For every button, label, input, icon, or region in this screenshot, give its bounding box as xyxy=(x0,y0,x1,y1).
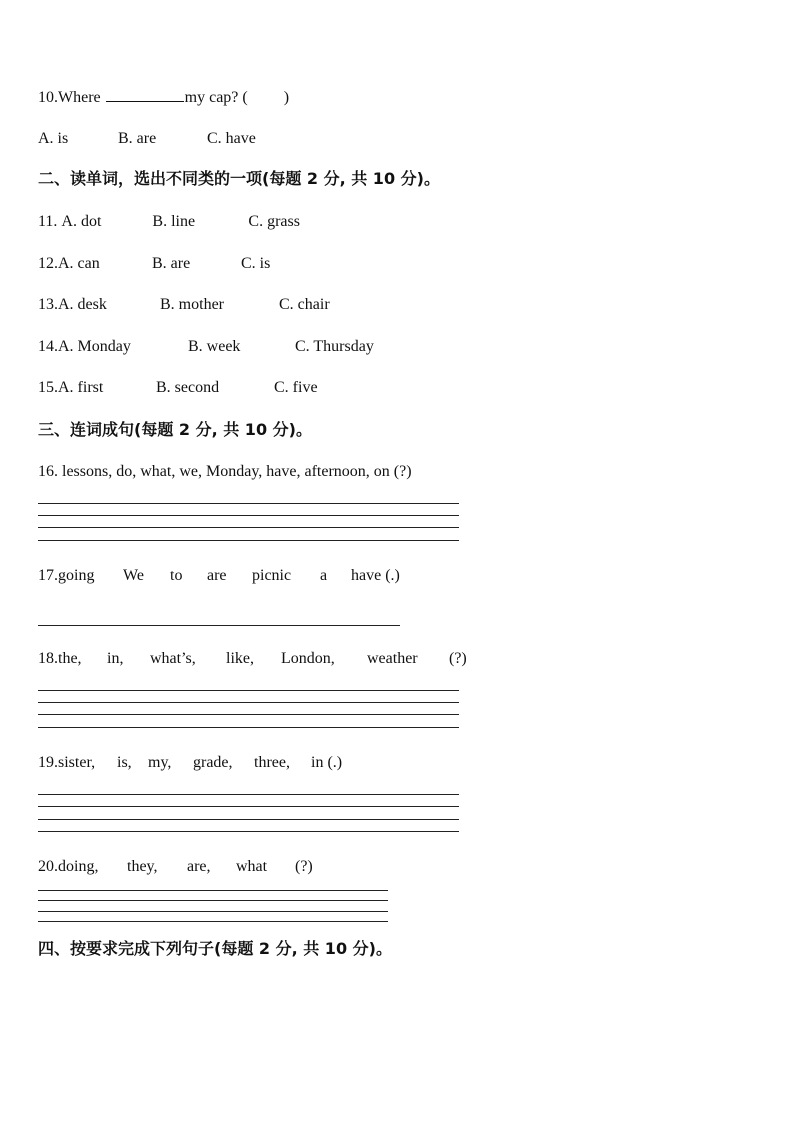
q19-word: grade, xyxy=(193,754,233,771)
q18-word: weather xyxy=(367,650,418,667)
q10-prefix: Where xyxy=(58,89,101,106)
q14-option-c[interactable]: C. Thursday xyxy=(295,338,374,355)
q18-word: (?) xyxy=(449,650,467,667)
answer-line[interactable] xyxy=(38,527,459,528)
q19-word: my, xyxy=(148,754,172,771)
answer-line[interactable] xyxy=(38,921,388,922)
q18-word: like, xyxy=(226,650,254,667)
q10-option-a[interactable]: A. is xyxy=(38,130,69,147)
question-12 xyxy=(38,254,270,274)
q18-number: 18. xyxy=(38,650,58,667)
q11-option-a[interactable]: A. dot xyxy=(61,213,102,230)
q12-option-c[interactable]: C. is xyxy=(241,255,271,272)
q17-number: 17. xyxy=(38,567,58,584)
q17-word: We xyxy=(123,567,144,584)
answer-line[interactable] xyxy=(38,911,388,912)
q17-word: picnic xyxy=(252,567,292,584)
answer-line[interactable] xyxy=(38,625,400,626)
q11-option-b[interactable]: B. line xyxy=(152,213,196,230)
question-17 xyxy=(38,566,400,586)
answer-line[interactable] xyxy=(38,702,459,703)
q18-word: what’s, xyxy=(150,650,196,667)
answer-line[interactable] xyxy=(38,515,459,516)
section-3-heading: 三、连词成句(每题 2 分, 共 10 分)。 xyxy=(38,420,312,439)
q13-option-a[interactable]: A. desk xyxy=(58,296,107,313)
q14-number: 14. xyxy=(38,338,58,355)
q12-option-a[interactable]: A. can xyxy=(58,255,100,272)
q14-option-b[interactable]: B. week xyxy=(188,338,241,355)
q17-word: have (.) xyxy=(351,567,400,584)
q17-word: are xyxy=(207,567,227,584)
q18-word: in, xyxy=(107,650,124,667)
q20-word: what xyxy=(236,858,268,875)
q15-option-b[interactable]: B. second xyxy=(156,379,220,396)
q20-word: are, xyxy=(187,858,211,875)
question-19 xyxy=(38,753,342,773)
q20-word: they, xyxy=(127,858,158,875)
answer-line[interactable] xyxy=(38,503,459,504)
answer-line[interactable] xyxy=(38,540,459,541)
q14-option-a[interactable]: A. Monday xyxy=(58,338,131,355)
answer-line[interactable] xyxy=(38,794,459,795)
q10-number: 10. xyxy=(38,89,58,106)
q10-option-c[interactable]: C. have xyxy=(207,130,256,147)
question-14 xyxy=(38,337,374,357)
q20-word: doing, xyxy=(58,858,99,875)
q15-option-a[interactable]: A. first xyxy=(58,379,104,396)
q12-number: 12. xyxy=(38,255,58,272)
q13-option-b[interactable]: B. mother xyxy=(160,296,224,313)
question-15 xyxy=(38,378,318,398)
question-18 xyxy=(38,649,467,669)
q13-number: 13. xyxy=(38,296,58,313)
q10-blank[interactable] xyxy=(106,87,184,102)
answer-line[interactable] xyxy=(38,831,459,832)
answer-line[interactable] xyxy=(38,900,388,901)
question-11 xyxy=(38,212,300,232)
section-2-heading: 二、读单词，选出不同类的一项(每题 2 分, 共 10 分)。 xyxy=(38,169,440,188)
q10-close-paren: ) xyxy=(283,89,290,106)
q20-number: 20. xyxy=(38,858,58,875)
q19-word: is, xyxy=(117,754,132,771)
answer-line[interactable] xyxy=(38,714,459,715)
q12-option-b[interactable]: B. are xyxy=(152,255,191,272)
q10-option-b[interactable]: B. are xyxy=(118,130,157,147)
q18-word: London, xyxy=(281,650,335,667)
q17-word: a xyxy=(320,567,328,584)
question-16: 16. lessons, do, what, we, Monday, have, afternoon, on (?) xyxy=(38,463,412,480)
section-4-heading: 四、按要求完成下列句子(每题 2 分, 共 10 分)。 xyxy=(38,939,392,958)
q15-number: 15. xyxy=(38,379,58,396)
q20-word: (?) xyxy=(295,858,313,875)
q13-option-c[interactable]: C. chair xyxy=(279,296,330,313)
answer-line[interactable] xyxy=(38,727,459,728)
q10-options xyxy=(38,129,256,149)
q17-word: going xyxy=(58,567,95,584)
question-13 xyxy=(38,295,330,315)
answer-line[interactable] xyxy=(38,890,388,891)
answer-line[interactable] xyxy=(38,690,459,691)
question-10 xyxy=(38,87,289,108)
answer-line[interactable] xyxy=(38,806,459,807)
q15-option-c[interactable]: C. five xyxy=(274,379,318,396)
q18-word: the, xyxy=(58,650,82,667)
q11-number: 11. xyxy=(38,213,62,230)
answer-line[interactable] xyxy=(38,819,459,820)
q11-option-c[interactable]: C. grass xyxy=(248,213,300,230)
q17-word: to xyxy=(170,567,183,584)
q19-word: in (.) xyxy=(311,754,343,771)
q19-number: 19. xyxy=(38,754,58,771)
question-20 xyxy=(38,857,313,877)
q19-word: three, xyxy=(254,754,290,771)
q19-word: sister, xyxy=(58,754,96,771)
q10-suffix: my cap? ( xyxy=(184,89,248,106)
